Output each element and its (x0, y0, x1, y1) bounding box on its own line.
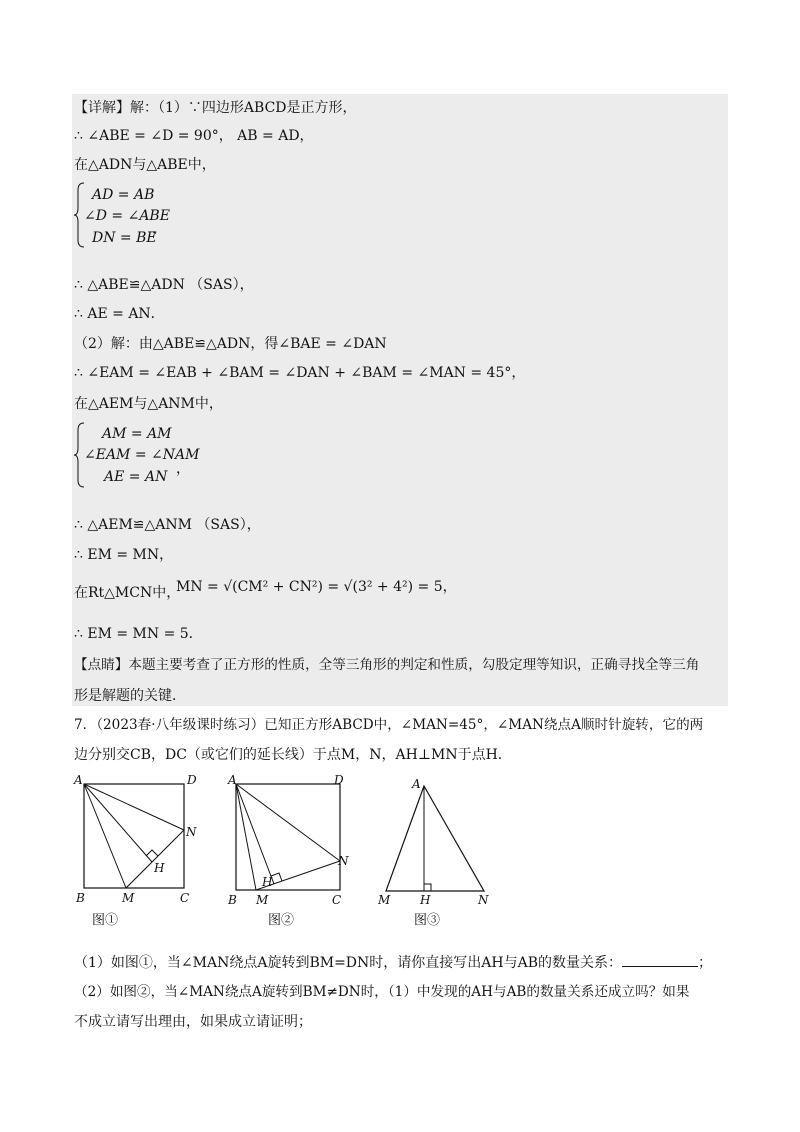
figure-caption: 图① (92, 913, 119, 928)
system-equation: ∠D = ∠ABE (84, 208, 170, 224)
system-equation: ∠EAM = ∠NAM (84, 447, 200, 463)
label-H: H (154, 861, 165, 875)
problem-text: 7．（2023春·八年级课时练习）已知正方形ABCD中，∠MAN=45°，∠MAN绕点A顺时针旋转，它的两 (74, 717, 704, 733)
label-D: D (187, 774, 197, 787)
solution-line: 在△AEM与△ANM中， (74, 396, 223, 412)
question-part: 不成立请写出理由，如果成立请证明； (74, 1014, 312, 1030)
solution-line: ∴ △AEM≌△ANM （SAS）， (74, 517, 261, 533)
solution-line: 形是解题的关键． (74, 688, 186, 704)
solution-line: ∴ ∠ABE = ∠D = 90°， AB = AD， (74, 128, 314, 144)
question-part-text: （1）如图①，当∠MAN绕点A旋转到BM=DN时，请你直接写出AH与AB的数量关系： (74, 955, 622, 971)
solution-line: ∴ ∠EAM = ∠EAB + ∠BAM = ∠DAN + ∠BAM = ∠MAN = 45°， (74, 365, 526, 381)
system-tail: ， (152, 221, 166, 237)
label-N: N (478, 893, 489, 907)
system-equation: AD = AB (92, 187, 155, 203)
problem-text: 边分别交CB，DC（或它们的延长线）于点M，N，AH⊥MN于点H． (74, 747, 512, 763)
label-C: C (332, 893, 342, 907)
figure-1 (70, 774, 200, 934)
label-B: B (76, 891, 85, 905)
solution-line: 【点睛】本题主要考查了正方形的性质，全等三角形的判定和性质，勾股定理等知识，正确寻找全等三角 (74, 657, 700, 673)
figure-caption: 图③ (414, 913, 441, 928)
label-M: M (122, 891, 135, 905)
answer-blank[interactable] (622, 952, 698, 967)
solution-line: ∴ EM = MN， (74, 547, 174, 563)
label-A: A (228, 774, 237, 787)
label-A: A (74, 774, 83, 787)
solution-line: 【详解】解：（1）∵四边形ABCD是正方形， (74, 100, 357, 116)
label-H: H (420, 893, 431, 907)
question-part (74, 952, 712, 972)
solution-line: ∴ △ABE≌△ADN （SAS）， (74, 277, 254, 293)
system-equation: DN = BE (92, 230, 157, 246)
solution-line: 在Rt△MCN中， (74, 585, 181, 601)
label-H: H (262, 875, 273, 889)
figure-caption: 图② (268, 913, 295, 928)
solution-line: 在△ADN与△ABE中， (74, 157, 216, 173)
solution-line: ∴ EM = MN = 5． (74, 626, 203, 642)
figure-3 (374, 774, 504, 934)
label-M: M (256, 893, 269, 907)
label-C: C (180, 891, 190, 905)
solution-line: MN = √(CM² + CN²) = √(3² + 4²) = 5， (176, 579, 457, 595)
figure-2 (226, 774, 356, 934)
label-M: M (378, 893, 391, 907)
question-part: （2）如图②，当∠MAN绕点A旋转到BM≠DN时，（1）中发现的AH与AB的数量关系还成立吗？如果 (74, 984, 690, 1000)
question-part-end: ； (698, 955, 712, 971)
label-A: A (412, 777, 421, 791)
label-D: D (334, 774, 344, 787)
system-tail: ， (176, 461, 190, 477)
solution-line: （2）解：由△ABE≌△ADN，得∠BAE = ∠DAN (74, 336, 387, 352)
label-N: N (338, 854, 349, 868)
label-N: N (186, 825, 197, 839)
system-equation: AM = AM (102, 426, 172, 442)
system-equation: AE = AN (104, 469, 168, 485)
solution-line: ∴ AE = AN． (74, 306, 165, 322)
label-B: B (228, 893, 237, 907)
